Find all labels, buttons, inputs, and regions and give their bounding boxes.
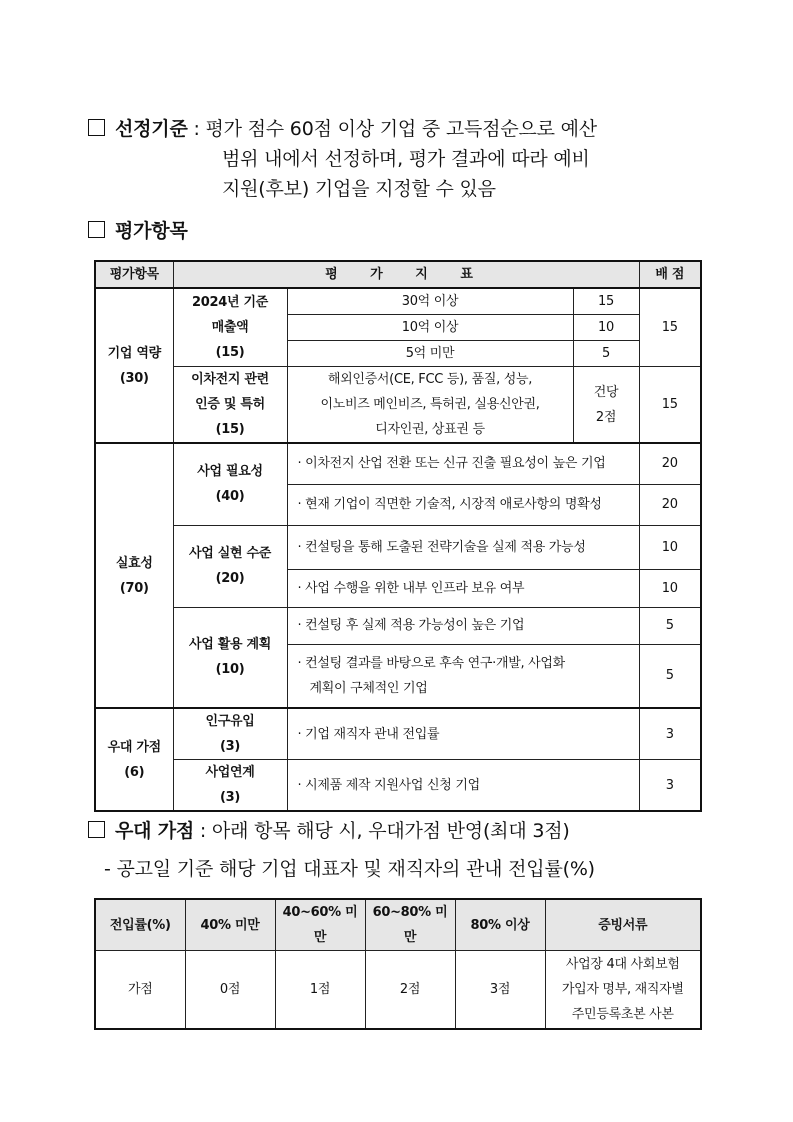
checkbox-square-icon [88,221,105,238]
rate-header-label: 전입률(%) [95,899,185,951]
sales-row-1: 30억 이상 [287,288,573,315]
rate-row-label: 가점 [95,951,185,1029]
linkage-score: 3 [639,760,701,812]
sales-row-2: 10억 이상 [287,315,573,341]
rate-header-4: 80% 이상 [455,899,545,951]
sales-row-3-pts: 5 [573,341,639,367]
bonus-section [88,816,570,846]
evaluation-section-heading [88,216,188,246]
feasibility-row-1-score: 10 [639,525,701,569]
sub-sales: 2024년 기준 매출액 (15) [173,288,287,367]
plan-row-2-score: 5 [639,644,701,708]
population-text: · 기업 재직자 관내 전입률 [287,708,639,760]
evaluation-title: 평가항목 [115,220,188,242]
sub-population: 인구유입 (3) [173,708,287,760]
need-row-1: · 이차전지 산업 전환 또는 신규 진출 필요성이 높은 기업 [287,443,639,484]
feasibility-row-1: · 컨설팅을 통해 도출된 전략기술을 실제 적용 가능성 [287,525,639,569]
selection-text-1: : 평가 점수 60점 이상 기업 중 고득점순으로 예산 [193,118,597,140]
sales-row-1-pts: 15 [573,288,639,315]
header-item: 평가항목 [95,261,173,288]
rate-doc: 사업장 4대 사회보험 가입자 명부, 재직자별 주민등록초본 사본 [545,951,701,1029]
selection-line-1 [88,114,597,144]
need-row-2: · 현재 기업이 직면한 기술적, 시장적 애로사항의 명확성 [287,484,639,525]
cert-pts: 건당 2점 [573,367,639,444]
rate-value-4: 3점 [455,951,545,1029]
cert-score: 15 [639,367,701,444]
plan-row-2: · 컨설팅 결과를 바탕으로 후속 연구·개발, 사업화 계획이 구체적인 기업 [287,644,639,708]
linkage-text: · 시제품 제작 지원사업 신청 기업 [287,760,639,812]
checkbox-square-icon [88,821,105,838]
sales-row-2-pts: 10 [573,315,639,341]
population-score: 3 [639,708,701,760]
need-row-2-score: 20 [639,484,701,525]
rate-value-1: 0점 [185,951,275,1029]
selection-criteria-section [88,114,597,204]
rate-value-2: 1점 [275,951,365,1029]
sub-plan: 사업 활용 계획 (10) [173,607,287,708]
feasibility-row-2: · 사업 수행을 위한 내부 인프라 보유 여부 [287,569,639,607]
rate-header-1: 40% 미만 [185,899,275,951]
plan-row-1: · 컨설팅 후 실제 적용 가능성이 높은 기업 [287,607,639,644]
selection-line-2: 범위 내에서 선정하며, 평가 결과에 따라 예비 [222,148,590,170]
sub-feasibility: 사업 실현 수준 (20) [173,525,287,607]
selection-title: 선정기준 [115,118,188,140]
checkbox-square-icon [88,119,105,136]
category-effectiveness: 실효성 (70) [95,443,173,708]
bonus-text: : 아래 항목 해당 시, 우대가점 반영(최대 3점) [199,820,570,842]
bonus-note: - 공고일 기준 해당 기업 대표자 및 재직자의 관내 전입률(%) [104,858,595,880]
selection-line-3: 지원(후보) 기업을 지정할 수 있음 [222,178,496,200]
sub-certification: 이차전지 관련 인증 및 특허 (15) [173,367,287,444]
need-row-1-score: 20 [639,443,701,484]
header-score: 배 점 [639,261,701,288]
sub-need: 사업 필요성 (40) [173,443,287,525]
rate-header-doc: 증빙서류 [545,899,701,951]
plan-row-1-score: 5 [639,607,701,644]
category-bonus: 우대 가점 (6) [95,708,173,811]
rate-value-3: 2점 [365,951,455,1029]
rate-header-2: 40~60% 미만 [275,899,365,951]
sub-linkage: 사업연계 (3) [173,760,287,812]
sales-score: 15 [639,288,701,367]
header-indicator: 평 가 지 표 [173,261,639,288]
bonus-title: 우대 가점 [115,820,195,842]
feasibility-row-2-score: 10 [639,569,701,607]
rate-header-3: 60~80% 미만 [365,899,455,951]
cert-text: 해외인증서(CE, FCC 등), 품질, 성능, 이노비즈 메인비즈, 특허권, 실용신안권, 디자인권, 상표권 등 [287,367,573,444]
category-capability: 기업 역량 (30) [95,288,173,443]
evaluation-table [94,260,702,812]
rate-table [94,898,702,1030]
sales-row-3: 5억 미만 [287,341,573,367]
